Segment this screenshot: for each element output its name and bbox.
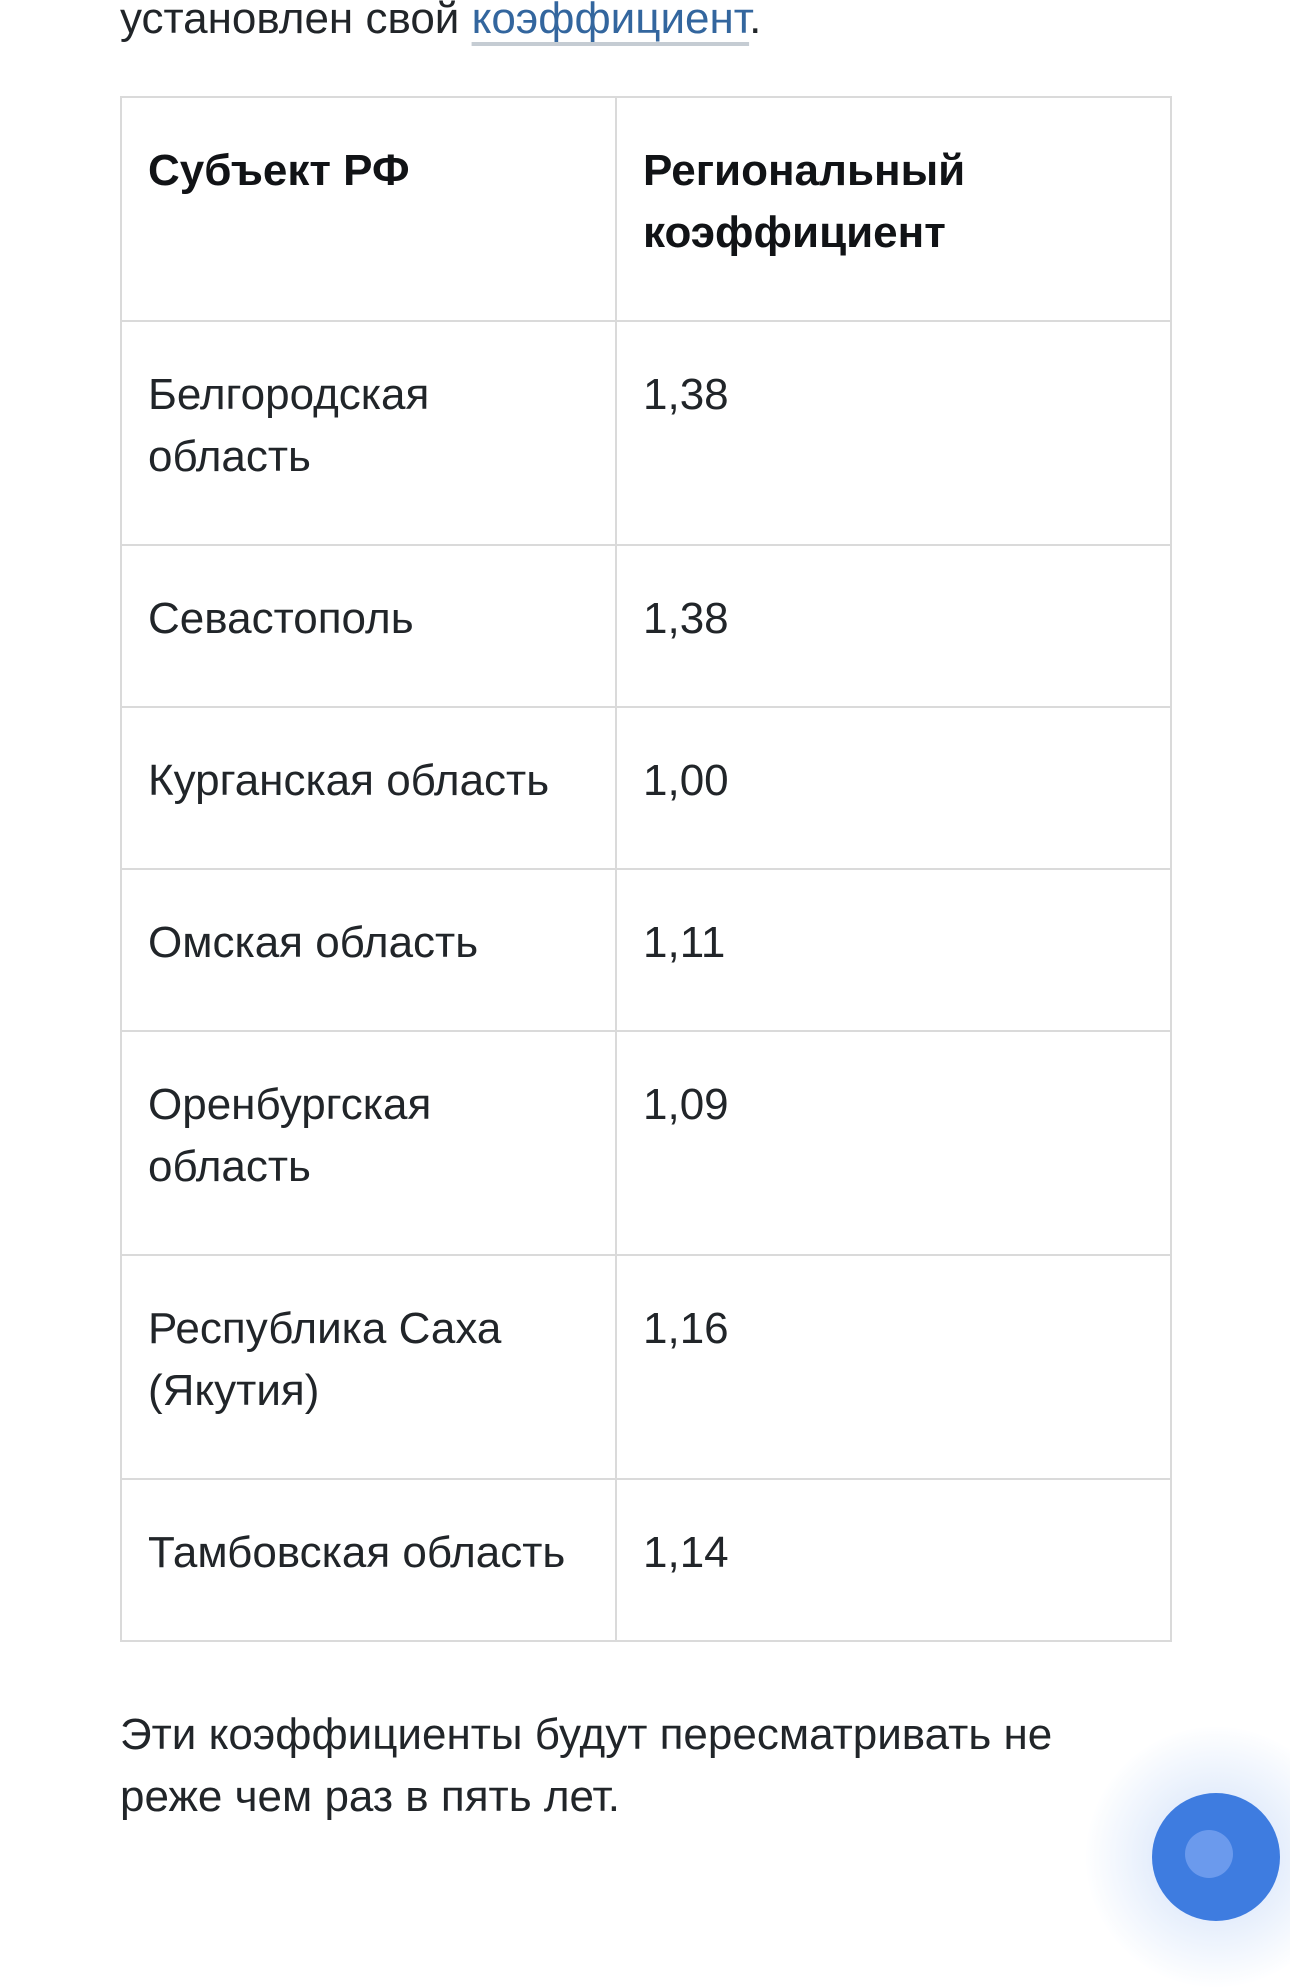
intro-text-after: . [749,0,762,43]
region-cell: Оренбургская область [121,1031,616,1255]
header-subject: Субъект РФ [121,97,616,321]
table-row [121,545,1171,707]
footer-note: Эти коэффициенты будут пересматривать не реже чем раз в пять лет. [120,1710,1053,1821]
region-cell: Курганская область [121,707,616,869]
region-cell: Омская область [121,869,616,1031]
region-cell: Севастополь [121,545,616,707]
region-cell: Тамбовская область [121,1479,616,1641]
intro-text-before: установлен свой [120,0,472,43]
table-row [121,1479,1171,1641]
coefficient-cell: 1,16 [616,1255,1171,1479]
table-row [121,707,1171,869]
intro-paragraph [120,0,1170,50]
region-cell: Республика Саха (Якутия) [121,1255,616,1479]
coefficient-cell: 1,38 [616,545,1171,707]
table-row [121,869,1171,1031]
coefficient-cell: 1,14 [616,1479,1171,1641]
coefficient-cell: 1,00 [616,707,1171,869]
chat-widget-button[interactable] [1152,1793,1280,1921]
table-row [121,1031,1171,1255]
coefficient-cell: 1,09 [616,1031,1171,1255]
table-header-row [121,97,1171,321]
table-row [121,321,1171,545]
coefficients-table [120,96,1172,1642]
region-cell: Белгородская область [121,321,616,545]
coefficient-link[interactable]: коэффициент [471,0,750,43]
header-coefficient: Региональный коэффициент [616,97,1171,321]
table-row [121,1255,1171,1479]
person-icon [1185,1830,1233,1878]
coefficient-cell: 1,38 [616,321,1171,545]
coefficient-cell: 1,11 [616,869,1171,1031]
